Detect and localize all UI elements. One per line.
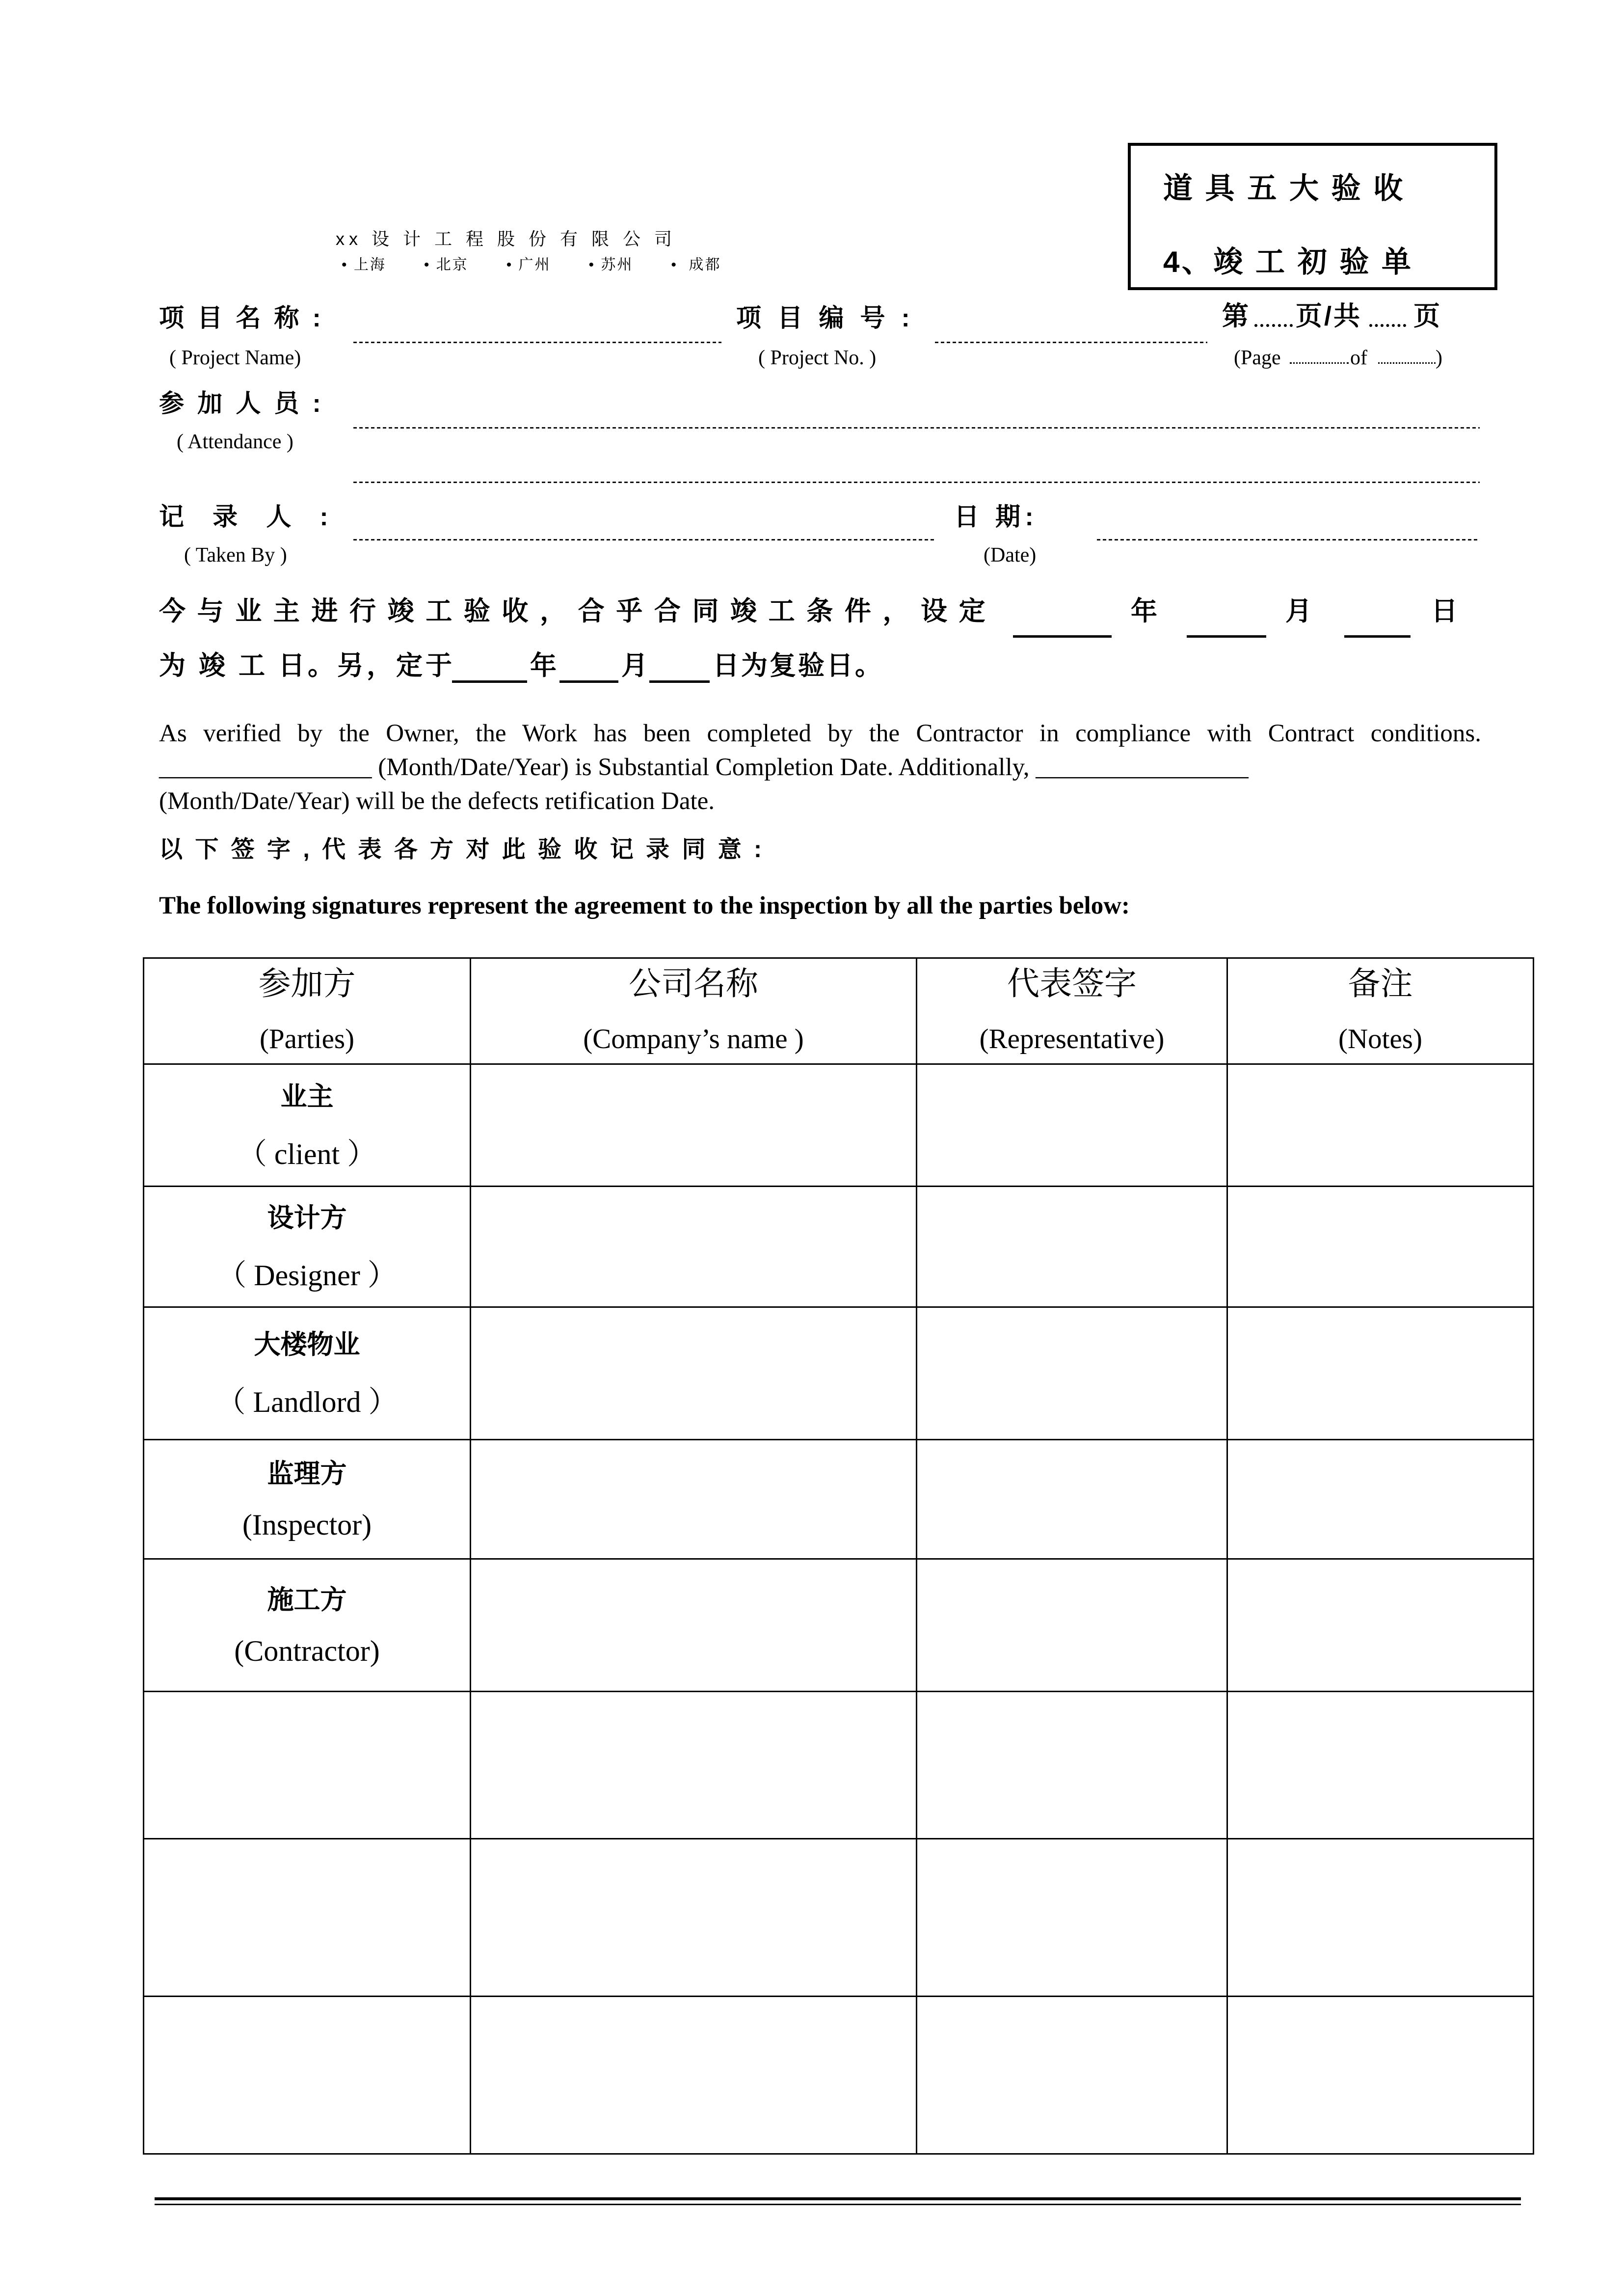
column-header-en: (Parties): [259, 1023, 355, 1054]
table-row: [144, 1307, 1534, 1440]
signature-intro-zh: 以 下 签 字 , 代 表 各 方 对 此 验 收 记 录 同 意 :: [159, 837, 765, 863]
party-cell: [144, 1440, 471, 1559]
project-name-label-en: ( Project Name): [169, 347, 301, 369]
form-category-title: 道 具 五 大 验 收: [1163, 172, 1405, 205]
party-name-zh: 监理方: [267, 1459, 347, 1488]
company-name-cell[interactable]: [471, 1187, 917, 1307]
office-location: • 广州: [506, 257, 551, 273]
office-location: • 成都: [671, 257, 721, 273]
representative-signature-cell[interactable]: [917, 1440, 1227, 1559]
form-title-box: [1128, 143, 1497, 290]
party-name-en: （ client ）: [237, 1137, 377, 1170]
taken-by-field[interactable]: [353, 539, 935, 540]
completion-statement-en-line1: As verified by the Owner, the Work has been completed by the Contractor in compliance with Contract conditions.: [159, 720, 1481, 747]
page-number-field-en[interactable]: [1290, 362, 1349, 364]
signature-table: [143, 957, 1534, 2155]
completion-statement-en-line2: _________________ (Month/Date/Year) is Substantial Completion Date. Additionally, _________________: [159, 754, 1249, 781]
form-title: 4、竣 工 初 验 单: [1163, 245, 1413, 278]
attendance-label-en: ( Attendance ): [177, 431, 293, 453]
completion-year-label: 年: [1131, 596, 1157, 626]
reinspection-day-blank[interactable]: [649, 680, 710, 683]
office-location: • 上海: [342, 257, 386, 273]
table-row-empty: [144, 1997, 1534, 2154]
project-no-field[interactable]: [935, 342, 1207, 343]
party-cell[interactable]: [144, 1692, 471, 1839]
page-label-en-middle: of: [1350, 347, 1367, 369]
page-label-prefix: 第: [1222, 301, 1249, 331]
party-name-zh: 大楼物业: [254, 1330, 360, 1359]
project-no-label: 项 目 编 号 :: [736, 304, 915, 332]
page-total-field[interactable]: [1369, 324, 1406, 327]
notes-cell[interactable]: [1227, 1997, 1534, 2154]
company-name: xx 设 计 工 程 股 份 有 限 公 司: [336, 229, 677, 249]
table-row: [144, 1187, 1534, 1307]
column-header-en: (Representative): [979, 1023, 1165, 1054]
party-name-zh: 设计方: [267, 1203, 347, 1233]
representative-signature-cell[interactable]: [917, 1692, 1227, 1839]
representative-signature-cell[interactable]: [917, 1997, 1227, 2154]
table-row-empty: [144, 1692, 1534, 1839]
reinspection-month-blank[interactable]: [559, 680, 618, 683]
attendance-label: 参 加 人 员 :: [159, 389, 324, 417]
reinspection-month-label: 月: [621, 651, 648, 680]
company-name-cell[interactable]: [471, 1559, 917, 1692]
completion-statement-en-line3: (Month/Date/Year) will be the defects retification Date.: [159, 787, 715, 815]
notes-cell[interactable]: [1227, 1839, 1534, 1997]
representative-signature-cell[interactable]: [917, 1559, 1227, 1692]
company-name-cell[interactable]: [471, 1440, 917, 1559]
page-label-en-suffix: ): [1436, 347, 1442, 369]
office-locations: [342, 256, 721, 274]
party-name-en: （ Landlord ）: [216, 1386, 398, 1418]
representative-signature-cell[interactable]: [917, 1307, 1227, 1440]
column-header-parties: [144, 958, 471, 1064]
company-name-cell[interactable]: [471, 1839, 917, 1997]
completion-month-blank[interactable]: [1187, 635, 1266, 638]
representative-signature-cell[interactable]: [917, 1064, 1227, 1187]
notes-cell[interactable]: [1227, 1559, 1534, 1692]
completion-year-blank[interactable]: [1013, 635, 1112, 638]
column-header-company-name: [471, 958, 917, 1064]
office-location: • 北京: [424, 257, 469, 273]
completion-statement-zh-line1: 今 与 业 主 进 行 竣 工 验 收 ， 合 乎 合 同 竣 工 条 件 ， 设 定: [159, 596, 987, 626]
table-row: [144, 1064, 1534, 1187]
page-number-field[interactable]: [1254, 324, 1293, 327]
column-header-representative: [917, 958, 1227, 1064]
taken-by-label-en: ( Taken By ): [184, 544, 287, 567]
taken-by-label: 记 录 人 :: [159, 503, 339, 531]
column-header-zh: 备注: [1348, 965, 1413, 1001]
party-cell[interactable]: [144, 1997, 471, 2154]
representative-signature-cell[interactable]: [917, 1187, 1227, 1307]
table-row: [144, 1559, 1534, 1692]
date-label: 日 期:: [954, 503, 1038, 531]
company-name-cell[interactable]: [471, 1307, 917, 1440]
page-label-middle: 页/共: [1296, 301, 1362, 331]
company-name-cell[interactable]: [471, 1064, 917, 1187]
office-location: • 苏州: [588, 257, 634, 273]
column-header-zh: 公司名称: [629, 965, 758, 1001]
reinspection-year-label: 年: [530, 651, 557, 680]
project-name-field[interactable]: [353, 342, 721, 343]
project-name-label: 项 目 名 称 :: [159, 304, 324, 332]
party-cell: [144, 1307, 471, 1440]
notes-cell[interactable]: [1227, 1187, 1534, 1307]
table-row: [144, 1440, 1534, 1559]
party-name-zh: 施工方: [267, 1585, 347, 1615]
party-name-zh: 业主: [280, 1081, 334, 1111]
party-cell: [144, 1187, 471, 1307]
notes-cell[interactable]: [1227, 1307, 1534, 1440]
attendance-field-line-2[interactable]: [353, 482, 1480, 483]
date-label-en: (Date): [984, 544, 1037, 567]
party-cell: [144, 1064, 471, 1187]
party-name-en: （ Designer ）: [217, 1259, 397, 1292]
representative-signature-cell[interactable]: [917, 1839, 1227, 1997]
table-header-row: [144, 958, 1534, 1064]
footer-double-rule: [155, 2197, 1521, 2205]
column-header-en: (Company’s name ): [583, 1023, 804, 1054]
company-name-cell[interactable]: [471, 1692, 917, 1839]
party-name-en: (Inspector): [242, 1509, 372, 1541]
completion-statement-zh-line2-suffix: 日为复验日。: [713, 651, 883, 680]
page-total-field-en[interactable]: [1378, 362, 1436, 364]
party-cell: [144, 1559, 471, 1692]
notes-cell[interactable]: [1227, 1064, 1534, 1187]
column-header-en: (Notes): [1338, 1023, 1422, 1054]
column-header-zh: 代表签字: [1007, 965, 1137, 1001]
column-header-zh: 参加方: [258, 965, 356, 1001]
completion-day-label: 日: [1431, 596, 1458, 626]
date-field[interactable]: [1097, 539, 1480, 540]
project-no-label-en: ( Project No. ): [758, 347, 877, 369]
page-label-en-prefix: (Page: [1234, 347, 1281, 369]
notes-cell[interactable]: [1227, 1440, 1534, 1559]
reinspection-year-blank[interactable]: [452, 680, 527, 683]
signature-intro-en: The following signatures represent the agreement to the inspection by all the parties below:: [159, 892, 1130, 919]
column-header-notes: [1227, 958, 1534, 1064]
company-name-cell[interactable]: [471, 1997, 917, 2154]
party-name-en: (Contractor): [234, 1634, 380, 1667]
notes-cell[interactable]: [1227, 1692, 1534, 1839]
table-row-empty: [144, 1839, 1534, 1997]
completion-day-blank[interactable]: [1344, 635, 1411, 638]
completion-statement-zh-line2-prefix: 为 竣 工 日。另，定于: [159, 651, 455, 680]
attendance-field-line-1[interactable]: [353, 427, 1480, 429]
completion-month-label: 月: [1285, 596, 1312, 626]
page-label-suffix: 页: [1413, 301, 1440, 331]
party-cell[interactable]: [144, 1839, 471, 1997]
